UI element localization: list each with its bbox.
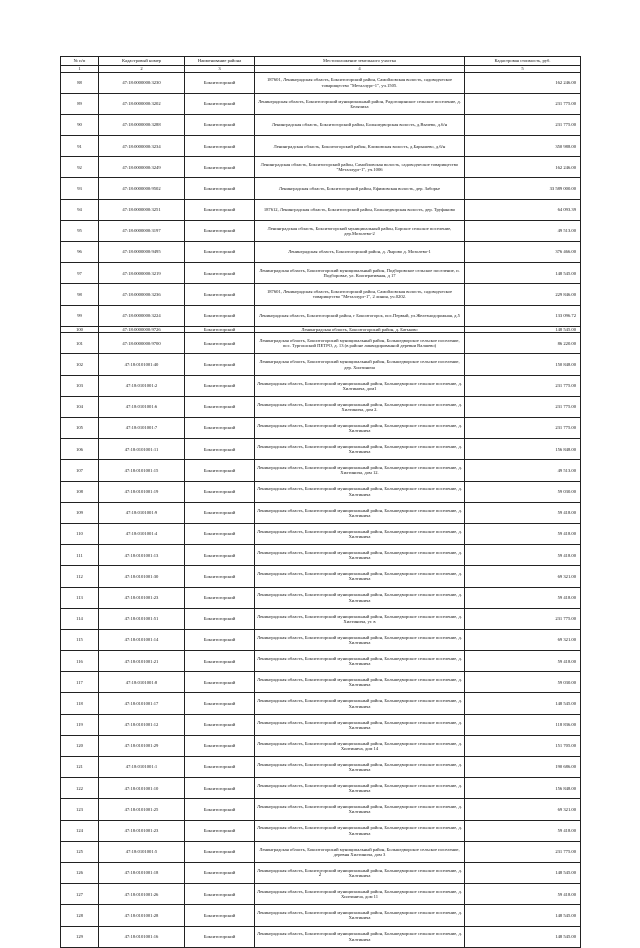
row-number-cell: 95 — [61, 220, 99, 241]
cadastral-number-cell: 47:18:0101001:17 — [99, 693, 185, 714]
district-cell: Бокситогорский — [185, 735, 255, 756]
row-number-cell: 105 — [61, 418, 99, 439]
location-cell: Ленинградская область, Бокситогорский муниципальный район, Большедворское сельское поселение, д. Хилтинича, дом 14 — [255, 735, 465, 756]
table-row — [61, 263, 581, 284]
location-cell: 187612, Ленинградская область, Бокситогорский район, Большедворская волость, дер. Труфаново — [255, 199, 465, 220]
district-cell: Бокситогорский — [185, 651, 255, 672]
table-row — [61, 460, 581, 481]
cost-cell: 156 848.00 — [465, 439, 581, 460]
row-number-cell: 112 — [61, 566, 99, 587]
table-row — [61, 799, 581, 820]
row-number-cell: 128 — [61, 905, 99, 926]
district-cell: Бокситогорский — [185, 326, 255, 333]
location-cell: Ленинградская область, Бокситогорский муниципальный район, Большедворское сельское поселение, д. Хилтинича — [255, 693, 465, 714]
district-cell: Бокситогорский — [185, 714, 255, 735]
table-row — [61, 714, 581, 735]
table-row — [61, 587, 581, 608]
cost-cell: 231 775.00 — [465, 375, 581, 396]
table-row — [61, 199, 581, 220]
location-cell: Ленинградская область, Бокситогорский район, Ефимовская волость, дер. Заборье — [255, 178, 465, 199]
cost-cell: 59 418.00 — [465, 523, 581, 544]
cost-cell: 49 513.00 — [465, 220, 581, 241]
cost-cell: 162 246.00 — [465, 157, 581, 178]
cadastral-number-cell: 47:18:0000000:9726 — [99, 326, 185, 333]
cadastral-number-cell: 47:18:0101001:1 — [99, 757, 185, 778]
district-cell: Бокситогорский — [185, 418, 255, 439]
table-row — [61, 820, 581, 841]
cost-cell: 231 775.00 — [465, 608, 581, 629]
cost-cell: 59 030.00 — [465, 481, 581, 502]
location-cell: Ленинградская область, Бокситогорский район, д. Лырово д. Мозолево-1 — [255, 242, 465, 263]
cadastral-number-cell: 47:18:0101001:2 — [99, 375, 185, 396]
table-row — [61, 354, 581, 375]
cost-cell: 148 545.00 — [465, 862, 581, 883]
header-cost: Кадастровая стоимость, руб. — [465, 57, 581, 66]
location-cell: Ленинградская область, Бокситогорский муниципальный район, Большедворское сельское поселение, д. Хилтинича — [255, 439, 465, 460]
cadastral-number-cell: 47:18:0101001:28 — [99, 905, 185, 926]
cadastral-number-cell: 47:18:0000000:3249 — [99, 157, 185, 178]
table-row — [61, 884, 581, 905]
location-cell: 187601, Ленинградская область, Бокситогорский район, Самойловская волость, садоводческое товарищество "Металлург-1", уч.1505. — [255, 72, 465, 93]
cost-cell: 231 775.00 — [465, 841, 581, 862]
district-cell: Бокситогорский — [185, 114, 255, 135]
header-row — [61, 57, 581, 66]
cost-cell: 59 418.00 — [465, 651, 581, 672]
table-row — [61, 481, 581, 502]
location-cell: Ленинградская область, Бокситогорский муниципальный район, Большедворское сельское поселение, д. Хилтинича — [255, 926, 465, 947]
location-cell: Ленинградская область, Бокситогорский муниципальный район, Подборовское сельское поселение, п. Подборовье, ул. Кооперативная, д 17 — [255, 263, 465, 284]
row-number-cell: 88 — [61, 72, 99, 93]
location-cell: Ленинградская область, Бокситогорский муниципальный район, Большедворское сельское поселение, д. Хилтинича — [255, 862, 465, 883]
row-number-cell: 126 — [61, 862, 99, 883]
location-cell: Ленинградская область, Бокситогорский район, Самойловская волость, садоводческое товарищество "Металлург-1", уч.1006 — [255, 157, 465, 178]
district-cell: Бокситогорский — [185, 841, 255, 862]
district-cell: Бокситогорский — [185, 778, 255, 799]
location-cell: Ленинградская область, Бокситогорский район, Климовская волость, д.Барышево, д.6/н — [255, 136, 465, 157]
index-cell: 3 — [185, 66, 255, 73]
location-cell: Ленинградская область, Бокситогорский муниципальный район, Большедворское сельское поселение, д. Хилтинича — [255, 418, 465, 439]
row-number-cell: 99 — [61, 305, 99, 326]
cadastral-number-cell: 47:18:0101001:7 — [99, 418, 185, 439]
row-number-cell: 104 — [61, 396, 99, 417]
district-cell: Бокситогорский — [185, 523, 255, 544]
location-cell: Ленинградская область, Бокситогорский муниципальный район, Большедворское сельское поселение, д. Хилтинича — [255, 757, 465, 778]
cadastral-number-cell: 47:18:0101001:23 — [99, 587, 185, 608]
cost-cell: 190 686.00 — [465, 757, 581, 778]
district-cell: Бокситогорский — [185, 693, 255, 714]
location-cell: Ленинградская область, Бокситогорский муниципальный район, Большедворское сельское поселение, деревня Хилтинича, дом 3 — [255, 841, 465, 862]
cadastral-number-cell: 47:18:0101001:21 — [99, 651, 185, 672]
cadastral-number-cell: 47:18:0000000:9700 — [99, 333, 185, 354]
location-cell: Ленинградская область, Бокситогорский район, г Бокситогорск, пос.Первый, ул.Железнодорожная, д.5 — [255, 305, 465, 326]
district-cell: Бокситогорский — [185, 93, 255, 114]
location-cell: Ленинградская область, Бокситогорский муниципальный район, Большедворское сельское поселение, д. Хилтинича, уг. в — [255, 608, 465, 629]
cost-cell: 156 848.00 — [465, 778, 581, 799]
cadastral-number-cell: 47:18:0101001:19 — [99, 481, 185, 502]
district-cell: Бокситогорский — [185, 926, 255, 947]
location-cell: Ленинградская область, Бокситогорский муниципальный район, Большедворское сельское поселение, д. Хилтинича, дом 12. — [255, 460, 465, 481]
table-row — [61, 305, 581, 326]
cost-cell: 150 848.00 — [465, 354, 581, 375]
table-row — [61, 523, 581, 544]
cost-cell: 376 466.00 — [465, 242, 581, 263]
table-row — [61, 242, 581, 263]
cost-cell: 59 418.00 — [465, 884, 581, 905]
table-row — [61, 608, 581, 629]
cost-cell: 350 988.00 — [465, 136, 581, 157]
cost-cell: 69 321.00 — [465, 566, 581, 587]
cadastral-number-cell: 47:18:0000000:3234 — [99, 136, 185, 157]
location-cell: Ленинградская область, Бокситогорский муниципальный район, Большедворское сельское поселение, д. Хилтинича — [255, 820, 465, 841]
cost-cell: 49 513.00 — [465, 460, 581, 481]
row-number-cell: 110 — [61, 523, 99, 544]
row-number-cell: 100 — [61, 326, 99, 333]
location-cell: Ленинградская область, Бокситогорский муниципальный район, Большедворское сельское поселение, д. Хилтинича — [255, 799, 465, 820]
cadastral-number-cell: 47:18:0101001:9 — [99, 502, 185, 523]
row-number-cell: 91 — [61, 136, 99, 157]
row-number-cell: 123 — [61, 799, 99, 820]
district-cell: Бокситогорский — [185, 757, 255, 778]
cadastral-number-cell: 47:18:0000000:9495 — [99, 242, 185, 263]
district-cell: Бокситогорский — [185, 820, 255, 841]
location-cell: Ленинградская область, Бокситогорский муниципальный район, Большедворское сельское поселение, д. Хилтинича — [255, 905, 465, 926]
table-row — [61, 926, 581, 947]
location-cell: Ленинградская область, Бокситогорский муниципальный район, Большедворское сельское поселение, дер. Хилтинича — [255, 354, 465, 375]
cadastral-number-cell: 47:18:0101001:5 — [99, 841, 185, 862]
cost-cell: 231 775.00 — [465, 396, 581, 417]
table-row — [61, 905, 581, 926]
row-number-cell: 89 — [61, 93, 99, 114]
location-cell: Ленинградская область, Бокситогорский муниципальный район, Большедворское сельское поселение, д. Хилтинича — [255, 545, 465, 566]
index-cell: 4 — [255, 66, 465, 73]
header-cadastral-number: Кадастровый номер — [99, 57, 185, 66]
row-number-cell: 117 — [61, 672, 99, 693]
table-row — [61, 396, 581, 417]
location-cell: Ленинградская область, Бокситогорский муниципальный район, Большедворское сельское поселение, д. Хилтинича, дом 2. — [255, 396, 465, 417]
district-cell: Бокситогорский — [185, 799, 255, 820]
district-cell: Бокситогорский — [185, 178, 255, 199]
district-cell: Бокситогорский — [185, 608, 255, 629]
district-cell: Бокситогорский — [185, 439, 255, 460]
location-cell: Ленинградская область, Бокситогорский муниципальный район, Большедворское сельское поселение, д. Хилтинича — [255, 523, 465, 544]
cadastral-number-cell: 47:18:0101001:30 — [99, 566, 185, 587]
location-cell: Ленинградская область, Бокситогорский муниципальный район, Большедворское сельское поселение, д. Хилтинича — [255, 778, 465, 799]
cadastral-number-cell: 47:18:0101001:10 — [99, 778, 185, 799]
cost-cell: 148 545.00 — [465, 926, 581, 947]
row-number-cell: 127 — [61, 884, 99, 905]
district-cell: Бокситогорский — [185, 263, 255, 284]
cost-cell: 133 096.72 — [465, 305, 581, 326]
district-cell: Бокситогорский — [185, 545, 255, 566]
cost-cell: 64 093.39 — [465, 199, 581, 220]
page-number: 2 — [318, 873, 322, 878]
district-cell: Бокситогорский — [185, 199, 255, 220]
district-cell: Бокситогорский — [185, 629, 255, 650]
row-number-cell: 114 — [61, 608, 99, 629]
index-cell: 1 — [61, 66, 99, 73]
cost-cell: 59 418.00 — [465, 587, 581, 608]
table-row — [61, 72, 581, 93]
location-cell: Ленинградская область, Бокситогорский муниципальный район, Большедворское сельское поселение, д. Хилтинича — [255, 587, 465, 608]
cost-cell: 118 836.00 — [465, 714, 581, 735]
cost-cell: 231 775.00 — [465, 418, 581, 439]
table-row — [61, 284, 581, 305]
cadastral-number-cell: 47:18:0101001:11 — [99, 439, 185, 460]
district-cell: Бокситогорский — [185, 396, 255, 417]
cost-cell: 69 321.00 — [465, 799, 581, 820]
row-number-cell: 102 — [61, 354, 99, 375]
table-row — [61, 757, 581, 778]
row-number-cell: 113 — [61, 587, 99, 608]
district-cell: Бокситогорский — [185, 672, 255, 693]
location-cell: Ленинградская область, Бокситогорский район, Большедворская волость, д.Вычево, д.6/н — [255, 114, 465, 135]
location-cell: Ленинградская область, Бокситогорский муниципальный район, Большедворское сельское поселение, д. Хилтинича — [255, 502, 465, 523]
table-row — [61, 841, 581, 862]
row-number-cell: 115 — [61, 629, 99, 650]
cadastral-number-cell: 47:18:0101001:12 — [99, 714, 185, 735]
row-number-cell: 120 — [61, 735, 99, 756]
location-cell: Ленинградская область, Бокситогорский муниципальный район, Радогощинское сельское поселение, д. Белячиха — [255, 93, 465, 114]
table-row — [61, 157, 581, 178]
location-cell: Ленинградская область, Бокситогорский муниципальный район, Большедворское сельское поселение, д. Хилтинича — [255, 481, 465, 502]
row-number-cell: 116 — [61, 651, 99, 672]
location-cell: Ленинградская область, Бокситогорский муниципальный район, Большедворское сельское поселение, пос. Тургошский ПЕТРО, д. 13 (в районе ликвидированной деревни Валшево) — [255, 333, 465, 354]
cadastral-number-cell: 47:18:0000000:3251 — [99, 199, 185, 220]
cadastral-number-cell: 47:18:0101001:40 — [99, 354, 185, 375]
cadastral-number-cell: 47:18:0101001:15 — [99, 460, 185, 481]
table-row — [61, 735, 581, 756]
table-row — [61, 651, 581, 672]
table-row — [61, 778, 581, 799]
cost-cell: 151 705.00 — [465, 735, 581, 756]
district-cell: Бокситогорский — [185, 375, 255, 396]
cadastral-number-cell: 47:18:0101001:16 — [99, 926, 185, 947]
row-number-cell: 90 — [61, 114, 99, 135]
location-cell: Ленинградская область, Бокситогорский муниципальный район, Борское сельское поселение, дер.Мозолево-2 — [255, 220, 465, 241]
cadastral-number-cell: 47:18:0000000:3224 — [99, 305, 185, 326]
district-cell: Бокситогорский — [185, 502, 255, 523]
district-cell: Бокситогорский — [185, 566, 255, 587]
row-number-cell: 107 — [61, 460, 99, 481]
district-cell: Бокситогорский — [185, 157, 255, 178]
cost-cell: 162 246.00 — [465, 72, 581, 93]
location-cell: Ленинградская область, Бокситогорский муниципальный район, Большедворское сельское поселение, д. Хилтинича — [255, 714, 465, 735]
header-location: Местоположение земельного участка — [255, 57, 465, 66]
table-row — [61, 375, 581, 396]
table-row — [61, 629, 581, 650]
cost-cell: 148 545.00 — [465, 905, 581, 926]
row-number-cell: 129 — [61, 926, 99, 947]
cost-cell: 148 545.00 — [465, 263, 581, 284]
district-cell: Бокситогорский — [185, 72, 255, 93]
row-number-cell: 118 — [61, 693, 99, 714]
district-cell: Бокситогорский — [185, 460, 255, 481]
row-number-cell: 103 — [61, 375, 99, 396]
cadastral-number-cell: 47:18:0101001:13 — [99, 545, 185, 566]
cost-cell: 33 589 000.00 — [465, 178, 581, 199]
cadastral-number-cell: 47:18:0101001:18 — [99, 862, 185, 883]
cadastral-number-cell: 47:18:0101001:8 — [99, 672, 185, 693]
row-number-cell: 125 — [61, 841, 99, 862]
cost-cell: 69 321.00 — [465, 629, 581, 650]
cadastral-number-cell: 47:18:0101001:25 — [99, 799, 185, 820]
cadastral-number-cell: 47:18:0101001:26 — [99, 884, 185, 905]
table-row — [61, 502, 581, 523]
cadastral-number-cell: 47:18:0000000:3197 — [99, 220, 185, 241]
cost-cell: 86 220.00 — [465, 333, 581, 354]
cadastral-number-cell: 47:18:0000000:9502 — [99, 178, 185, 199]
index-cell: 5 — [465, 66, 581, 73]
table-row — [61, 93, 581, 114]
row-number-cell: 98 — [61, 284, 99, 305]
location-cell: Ленинградская область, Бокситогорский район, д. Батьково — [255, 326, 465, 333]
row-number-cell: 108 — [61, 481, 99, 502]
table-row — [61, 545, 581, 566]
row-number-cell: 92 — [61, 157, 99, 178]
cadastral-number-cell: 47:18:0000000:3288 — [99, 114, 185, 135]
row-number-cell: 122 — [61, 778, 99, 799]
cadastral-number-cell: 47:18:0000000:3230 — [99, 72, 185, 93]
location-cell: Ленинградская область, Бокситогорский муниципальный район, Большедворское сельское поселение, д. Хилтинича — [255, 672, 465, 693]
district-cell: Бокситогорский — [185, 905, 255, 926]
district-cell: Бокситогорский — [185, 333, 255, 354]
header-district: Наименование района — [185, 57, 255, 66]
district-cell: Бокситогорский — [185, 220, 255, 241]
district-cell: Бокситогорский — [185, 481, 255, 502]
table-row — [61, 333, 581, 354]
location-cell: Ленинградская область, Бокситогорский муниципальный район, Большедворское сельское поселение, д. Хилтинича — [255, 566, 465, 587]
district-cell: Бокситогорский — [185, 884, 255, 905]
cadastral-table — [60, 56, 581, 948]
district-cell: Бокситогорский — [185, 136, 255, 157]
cost-cell: 59 418.00 — [465, 820, 581, 841]
row-number-cell: 97 — [61, 263, 99, 284]
row-number-cell: 109 — [61, 502, 99, 523]
table-row — [61, 439, 581, 460]
header-number: № п/п — [61, 57, 99, 66]
cost-cell: 59 418.00 — [465, 545, 581, 566]
table-row — [61, 418, 581, 439]
district-cell: Бокситогорский — [185, 587, 255, 608]
row-number-cell: 96 — [61, 242, 99, 263]
cadastral-number-cell: 47:18:0101001:29 — [99, 735, 185, 756]
district-cell: Бокситогорский — [185, 242, 255, 263]
row-number-cell: 101 — [61, 333, 99, 354]
index-cell: 2 — [99, 66, 185, 73]
table-row — [61, 693, 581, 714]
row-number-cell: 93 — [61, 178, 99, 199]
cadastral-number-cell: 47:18:0101001:6 — [99, 396, 185, 417]
row-number-cell: 106 — [61, 439, 99, 460]
row-number-cell: 94 — [61, 199, 99, 220]
cadastral-number-cell: 47:18:0101001:23 — [99, 820, 185, 841]
row-number-cell: 119 — [61, 714, 99, 735]
cost-cell: 59 418.00 — [465, 502, 581, 523]
cost-cell: 59 030.00 — [465, 672, 581, 693]
district-cell: Бокситогорский — [185, 284, 255, 305]
table-row — [61, 114, 581, 135]
location-cell: Ленинградская область, Бокситогорский муниципальный район, Большедворское сельское поселение, д. Хилтинича, дом1 — [255, 375, 465, 396]
district-cell: Бокситогорский — [185, 305, 255, 326]
district-cell: Бокситогорский — [185, 862, 255, 883]
location-cell: Ленинградская область, Бокситогорский муниципальный район, Большедворское сельское поселение, д. Хилтинича — [255, 651, 465, 672]
table-row — [61, 178, 581, 199]
cost-cell: 231 775.00 — [465, 114, 581, 135]
table-row — [61, 672, 581, 693]
row-number-cell: 121 — [61, 757, 99, 778]
table-row — [61, 136, 581, 157]
row-number-cell: 111 — [61, 545, 99, 566]
cadastral-number-cell: 47:18:0101001:51 — [99, 608, 185, 629]
cadastral-number-cell: 47:18:0101001:14 — [99, 629, 185, 650]
document-sheet — [60, 56, 580, 948]
cadastral-number-cell: 47:18:0000000:3236 — [99, 284, 185, 305]
cadastral-number-cell: 47:18:0000000:3202 — [99, 93, 185, 114]
cost-cell: 231 775.00 — [465, 93, 581, 114]
table-row — [61, 220, 581, 241]
district-cell: Бокситогорский — [185, 354, 255, 375]
table-row — [61, 566, 581, 587]
location-cell: Ленинградская область, Бокситогорский муниципальный район, Большедворское сельское поселение, д. Хилтинича — [255, 629, 465, 650]
cost-cell: 229 846.00 — [465, 284, 581, 305]
cost-cell: 148 545.00 — [465, 693, 581, 714]
row-number-cell: 124 — [61, 820, 99, 841]
location-cell: 187601, Ленинградская область, Бокситогорский район, Самойловская волость, садоводческое товарищество "Металлург-1", 2 линия, уч.0202. — [255, 284, 465, 305]
cadastral-number-cell: 47:18:0101001:4 — [99, 523, 185, 544]
cost-cell: 148 545.00 — [465, 326, 581, 333]
location-cell: Ленинградская область, Бокситогорский муниципальный район, Большедворское сельское поселение, д. Хилтинича, дом 11 — [255, 884, 465, 905]
cadastral-number-cell: 47:18:0000000:3219 — [99, 263, 185, 284]
